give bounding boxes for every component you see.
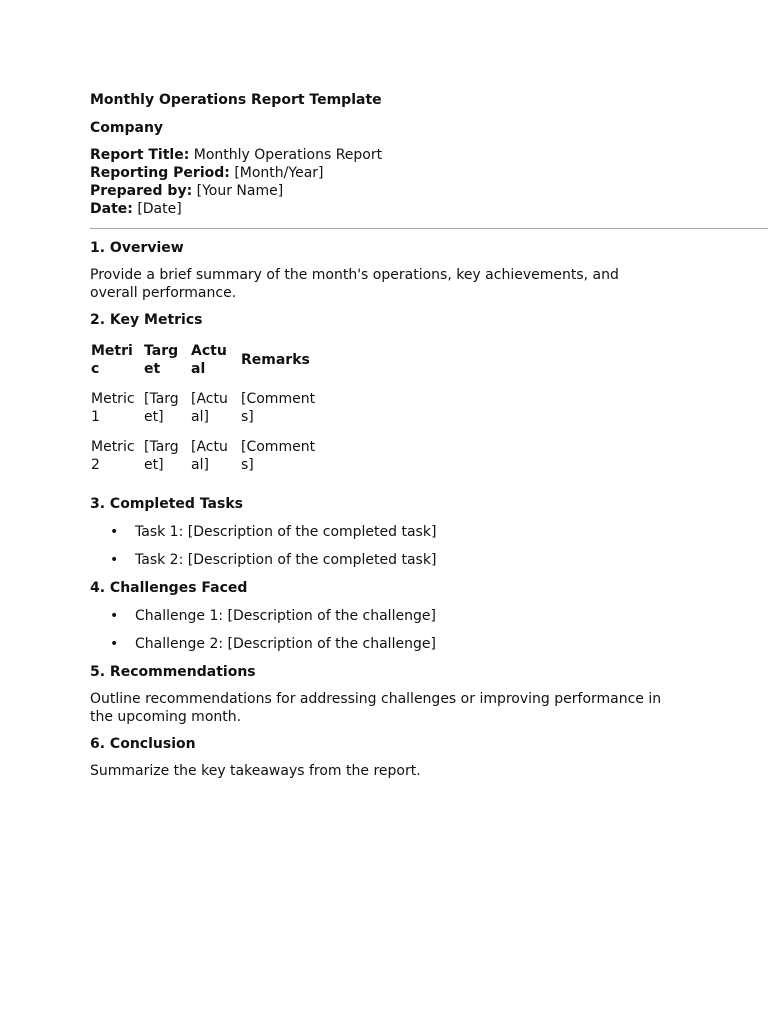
bullet-icon: • [110,552,119,568]
column-header-remarks: Remarks [241,352,310,368]
column-header-target: Target [144,343,179,377]
meta-value: [Date] [137,201,182,217]
document-page [90,90,768,788]
meta-label: Prepared by: [90,183,193,199]
list-item [90,550,768,570]
table-cell: [Actual] [191,391,228,425]
meta-report-title [90,146,768,164]
list-item [90,634,768,654]
list-item [90,606,768,626]
meta-label: Report Title: [90,147,190,163]
table-cell: Metric 2 [91,439,135,473]
recommendations-text: Outline recommendations for addressing challenges or improving performance in the upcoming month. [90,691,662,725]
list-item-text: Task 2: [Description of the completed task] [135,552,437,568]
meta-date [90,200,768,218]
table-header-row [90,342,323,390]
table-cell: [Target] [144,391,179,425]
bullet-icon: • [110,636,119,652]
table-cell: [Actual] [191,439,228,473]
meta-value: [Your Name] [196,183,284,199]
meta-label: Reporting Period: [90,165,230,181]
completed-tasks-heading: 3. Completed Tasks [90,496,243,512]
overview-heading: 1. Overview [90,240,184,256]
company-name: Company [90,120,164,136]
challenges-heading: 4. Challenges Faced [90,580,248,596]
table-row [90,390,323,438]
table-cell: [Target] [144,439,179,473]
meta-value: [Month/Year] [234,165,324,181]
challenges-list [90,606,768,654]
table-cell: Metric 1 [91,391,135,425]
metrics-heading: 2. Key Metrics [90,312,203,328]
bullet-icon: • [110,524,119,540]
list-item-text: Challenge 2: [Description of the challenge] [135,636,436,652]
metrics-table [90,342,323,486]
completed-tasks-list [90,522,768,570]
table-cell: [Comments] [241,391,316,425]
overview-text: Provide a brief summary of the month's operations, key achievements, and overall performance. [90,267,619,301]
column-header-metric: Metric [91,343,133,377]
divider [90,228,768,229]
meta-value: Monthly Operations Report [193,147,383,163]
meta-reporting-period [90,164,768,182]
list-item-text: Task 1: [Description of the completed task] [135,524,437,540]
table-cell: [Comments] [241,439,316,473]
meta-label: Date: [90,201,133,217]
list-item [90,522,768,542]
meta-prepared-by [90,182,768,200]
document-title: Monthly Operations Report Template [90,92,382,108]
conclusion-heading: 6. Conclusion [90,736,196,752]
conclusion-text: Summarize the key takeaways from the report. [90,763,421,779]
bullet-icon: • [110,608,119,624]
report-meta [90,146,768,218]
column-header-actual: Actual [191,343,227,377]
list-item-text: Challenge 1: [Description of the challenge] [135,608,436,624]
table-row [90,438,323,486]
recommendations-heading: 5. Recommendations [90,664,256,680]
